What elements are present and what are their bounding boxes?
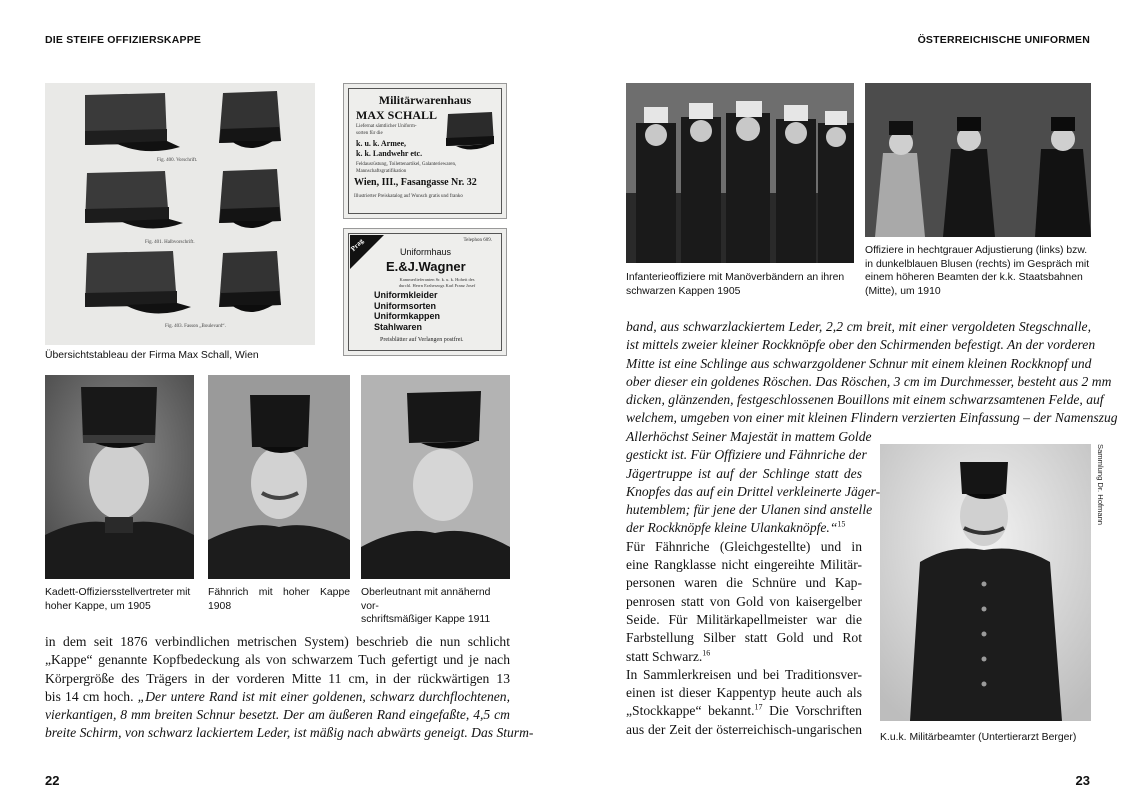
body-narrow-line-17: aus der Zeit der österreichisch-ungarischen [626,721,862,737]
ad-schall-footer: Illustrierter Preiskatalog auf Wunsch gratis und franko [354,194,463,199]
body-narrow-line-2: gestickt ist. Für Offiziere und Fähnriche der [626,447,867,463]
body-narrow-line-8: eine Rangklasse nicht eingereihte Militär- [626,557,862,573]
ad-wagner-line5: Uniformkappen [374,311,441,321]
body-narrow-line-1: Allerhöchst Seiner Majestät in mattem Golde [626,429,872,444]
ad-wagner-corner: Prag [349,237,366,253]
caption-kadett-line2: hoher Kappe, um 1905 [45,600,151,612]
ad-schall-title: Militärwarenhaus [378,93,472,107]
body-right-line-2: ist mittels zweier kleiner Rockknöpfe ober den Schirmenden befestigt. An der vorderen [626,337,1096,353]
caption-infanterie-line2: schwarzen Kappen 1905 [626,285,741,297]
catalog-label-400: Fig. 400. Vorschrift. [157,158,198,163]
body-narrow-line-16: „Stockkappe“ bekannt. [626,703,755,719]
body-right-line-4: ober dieser ein goldenes Röschen. Das Röschen, 3 cm im Durchmesser, besteht aus 2 mm [626,373,1112,389]
ad-wagner-name: E.&J.Wagner [386,259,466,274]
body-left-line-5: vierkantigen, 8 mm breiten Schnur besetzt. Der am äußeren Rand eingefaßte, 4,5 cm [45,707,510,723]
ad-schall-line2: sorten für die [356,130,383,136]
caption-oberleutnant-line2: schriftsmäßiger Kappe 1911 [361,614,491,625]
ad-wagner-line4: Uniformsorten [374,300,437,311]
body-text-left [45,633,534,743]
body-text-right-full [626,318,1118,428]
body-right-line-1: band, aus schwarzlackiertem Leder, 2,2 cm breit, mit einer vergoldeten Stegschnalle, [626,319,1091,334]
body-text-right-narrow [626,428,881,739]
catalog-tableau-image [45,83,315,345]
body-narrow-line-9: personen waren die Schnüre und Kap- [626,575,862,591]
footnote-16: 16 [702,648,711,658]
body-right-line-6: welchem, umgeben von einer mit kleinen Flindern verzierten Einfassung – der Namenszug [626,410,1118,426]
body-left-line-2: „Kappe“ genannte Kopfbedeckung als von schwarzem Tuch gefertigt und je nach [45,652,510,668]
photo-faehnrich [208,375,350,579]
body-left-line-6: breite Schirm, von schwarz lackiertem Leder, ist mäßig nach abwärts geneigt. Das Sturm- [45,725,534,741]
ad-schall-address: Wien, III., Fasangasse Nr. 32 [354,177,477,188]
caption-tableau: Übersichtstableau der Firma Max Schall, Wien [45,350,259,361]
body-narrow-line-15: einen ist dieser Kappentyp heute auch als [626,685,862,701]
body-narrow-line-13: statt Schwarz. [626,648,703,664]
body-narrow-line-3: Jägertruppe ist auf der Schlinge statt des [626,465,862,481]
ad-schall-line5: Feldausrüstung, Toilettenartikel, Galanteriewaren, [356,162,457,167]
running-header-right: ÖSTERREICHISCHE UNIFORMEN [917,34,1090,46]
ad-schall-line4: k. k. Landwehr etc. [356,148,423,158]
caption-infanterie-line1: Infanterieoffiziere mit Manöverbändern an ihren [626,272,845,283]
caption-offiziere-line3: einem höheren Beamten der k.k. Staatsbahnen [865,272,1083,283]
body-right-line-5: dicken, glänzenden, festgeschlossenen Bouillons mit einem schwarzsamtenen Felde, auf [626,392,1104,408]
ad-wagner-phone: Telephon 609. [463,238,492,243]
photo-credit: Sammlung Dr. Hofmann [1096,444,1105,526]
ad-wagner-line3: Uniformkleider [374,290,438,300]
ad-schall-line6: Mannschaftsgratifikation [356,168,407,174]
ad-schall-cap-illustration [442,110,498,154]
footnote-17: 17 [754,702,763,712]
caption-militaerbeamter: K.u.k. Militärbeamter (Untertierarzt Berger) [880,732,1077,743]
body-left-line-4a: bis 14 cm hoch. [45,688,138,704]
caption-oberleutnant-line1: Oberleutnant mit annähernd vor- [361,587,491,612]
photo-oberleutnant [361,375,510,579]
body-narrow-line-7: Für Fähnriche (Gleichgestellte) und in [626,538,862,554]
photo-infanterie [626,83,854,263]
ad-wagner-line6: Stahlwaren [374,321,423,332]
body-narrow-line-5: hutemblem; für jene der Ulanen sind anstelle [626,502,873,518]
caption-offiziere-line2: in dunkelblauen Blusen (rechts) im Gespräch mit [865,258,1090,270]
photo-offiziere [865,83,1091,237]
photo-kadett [45,375,194,579]
body-narrow-line-6: der Rockknöpfe kleine Ulankaknöpfe.“ [626,520,838,536]
ad-wagner-line1: Kammerlieferanten Sr. k. u. k. Hoheit des [399,277,475,282]
ad-schall-line3: k. u. k. Armee, [356,139,406,148]
body-narrow-line-11: Seide. Für Militärkapellmeister war die [626,611,862,627]
ad-wagner-title: Uniformhaus [400,247,452,257]
caption-faehnrich-line1: Fähnrich mit hoher Kappe [208,587,350,598]
caption-faehnrich-line2: 1908 [208,600,232,612]
catalog-label-403: Fig. 403. Fasson „Boulevard“. [165,324,226,329]
body-narrow-line-16b: Die Vorschriften [769,703,862,719]
ad-max-schall [343,83,507,219]
running-header-left: DIE STEIFE OFFIZIERSKAPPE [45,34,202,46]
catalog-label-401: Fig. 401. Halbvorschrift. [145,240,195,245]
caption-kadett-line1: Kadett-Offiziersstellvertreter mit [45,587,191,598]
body-narrow-line-12: Farbstellung Silber statt Gold und Rot [626,630,862,646]
footnote-15: 15 [837,519,846,529]
body-narrow-line-14: In Sammlerkreisen und bei Traditionsver- [626,666,862,682]
ad-wagner-line2: durchl. Herrn Erzherzogs Karl Franz Josef [398,282,476,288]
ad-schall-name: MAX SCHALL [356,108,438,122]
body-narrow-line-4: Knopfes das auf ein Drittel verkleinerte Jäger- [626,483,881,499]
page-number-right: 23 [1075,773,1090,788]
body-left-line-4b: „Der untere Rand ist mit einer goldenen, schwarz durchflochtenen, [137,688,510,704]
body-left-line-1: in dem seit 1876 verbindlichen metrischen System) beschrieb die nun schlicht [45,634,510,649]
caption-offiziere-line4: (Mitte), um 1910 [865,285,941,297]
body-left-line-3: Körpergröße des Trägers in der vorderen Mitte 11 cm, in der rückwärtigen 13 [45,670,510,686]
body-narrow-line-10: penrosen statt von Gold von kaisergelber [626,593,862,609]
ad-wagner-footer: Preisblätter auf Verlangen postfrei. [380,337,464,343]
body-right-line-3: Mitte ist eine Schlinge aus schwarzgoldener Schnur mit einem kleinen Rockknopf und [626,355,1092,371]
photo-militaerbeamter [880,444,1091,721]
caption-offiziere-line1: Offiziere in hechtgrauer Adjustierung (links) bzw. [865,245,1088,256]
ad-wagner [343,228,507,356]
ad-schall-line1: Liefernat sämtlicher Uniform- [356,124,417,129]
page-number-left: 22 [45,773,60,788]
